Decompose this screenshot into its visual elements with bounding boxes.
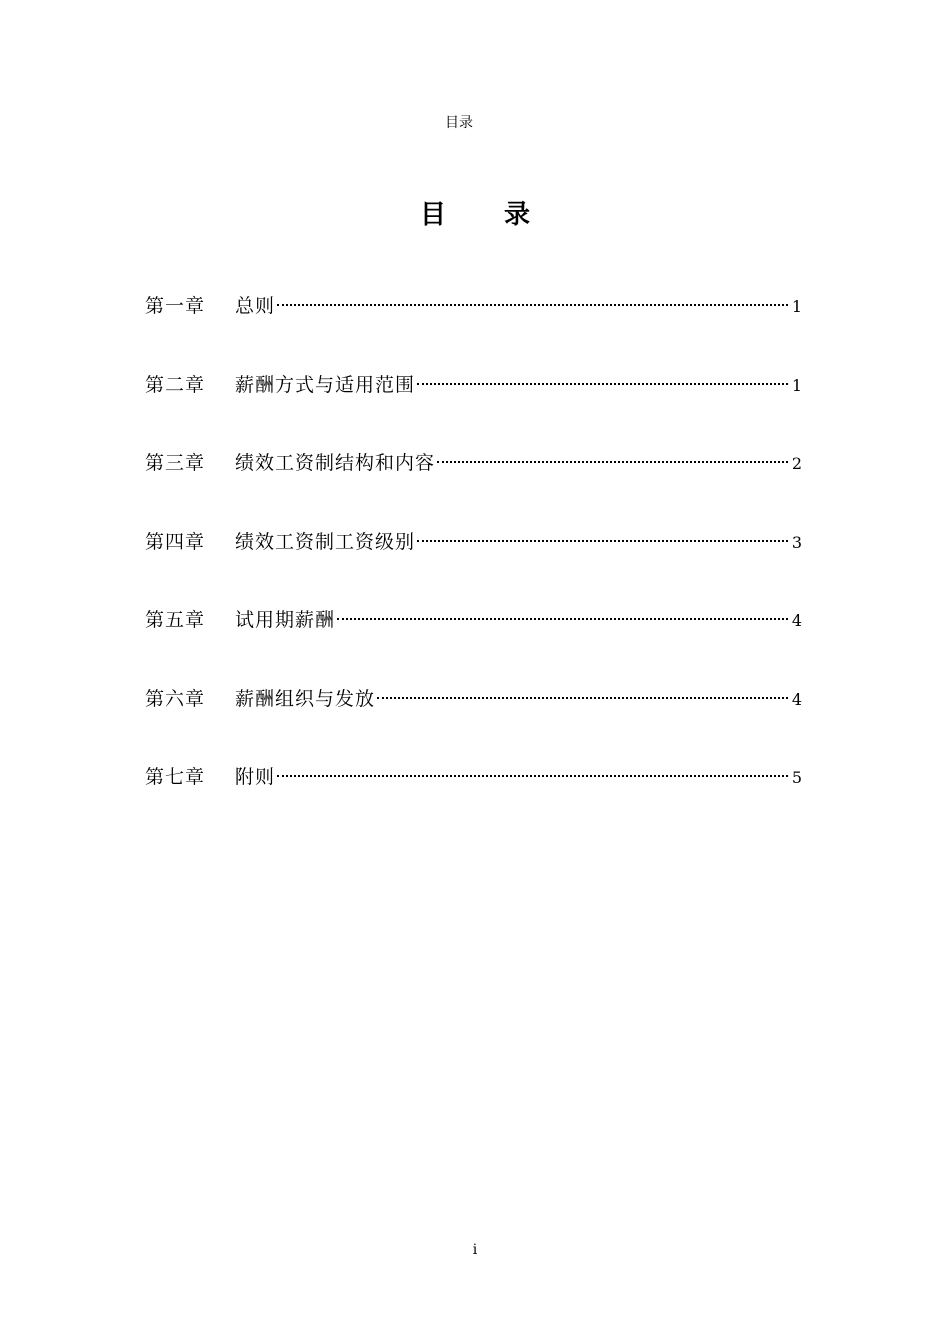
dot-leader <box>337 618 788 620</box>
page-title <box>0 194 950 231</box>
toc-entry[interactable] <box>145 524 802 603</box>
toc-chapter-label: 第七章 <box>145 766 206 788</box>
toc-chapter-label: 第一章 <box>145 295 206 317</box>
toc-page-number: 2 <box>791 454 802 473</box>
toc-page-number: 1 <box>791 375 802 395</box>
dot-leader <box>417 383 788 385</box>
toc-entry[interactable] <box>145 445 802 524</box>
toc-chapter-name: 绩效工资制工资级别 <box>235 530 416 553</box>
toc-page-number: 3 <box>791 532 802 552</box>
title-char-2: 录 <box>504 200 531 230</box>
dot-leader <box>417 540 788 542</box>
running-header: 目录 <box>445 115 473 131</box>
dot-leader <box>437 461 788 463</box>
toc-chapter-label: 第六章 <box>145 687 206 710</box>
toc-entry[interactable] <box>145 681 802 760</box>
toc-chapter-label: 第二章 <box>145 373 206 396</box>
toc-entry[interactable] <box>145 759 802 838</box>
toc-chapter-name: 试用期薪酬 <box>235 609 336 631</box>
dot-leader <box>277 775 788 777</box>
toc-page-number: 1 <box>791 297 802 316</box>
toc-page-number: 4 <box>791 611 802 630</box>
table-of-contents <box>145 288 802 838</box>
dot-leader <box>277 304 788 306</box>
toc-chapter-name: 附则 <box>235 766 276 788</box>
toc-entry[interactable] <box>145 602 802 681</box>
title-char-1: 目 <box>419 200 446 230</box>
toc-chapter-name: 薪酬方式与适用范围 <box>235 373 416 396</box>
toc-chapter-name: 总则 <box>235 295 276 317</box>
toc-entry[interactable] <box>145 288 802 367</box>
toc-entry[interactable] <box>145 367 802 446</box>
toc-chapter-label: 第四章 <box>145 530 206 553</box>
toc-page-number: 5 <box>791 768 802 787</box>
toc-chapter-name: 薪酬组织与发放 <box>235 687 376 710</box>
toc-chapter-name: 绩效工资制结构和内容 <box>235 452 436 474</box>
dot-leader <box>377 697 788 699</box>
toc-chapter-label: 第五章 <box>145 609 206 631</box>
toc-page-number: 4 <box>791 689 802 709</box>
page-number: i <box>472 1242 478 1258</box>
toc-chapter-label: 第三章 <box>145 452 206 474</box>
